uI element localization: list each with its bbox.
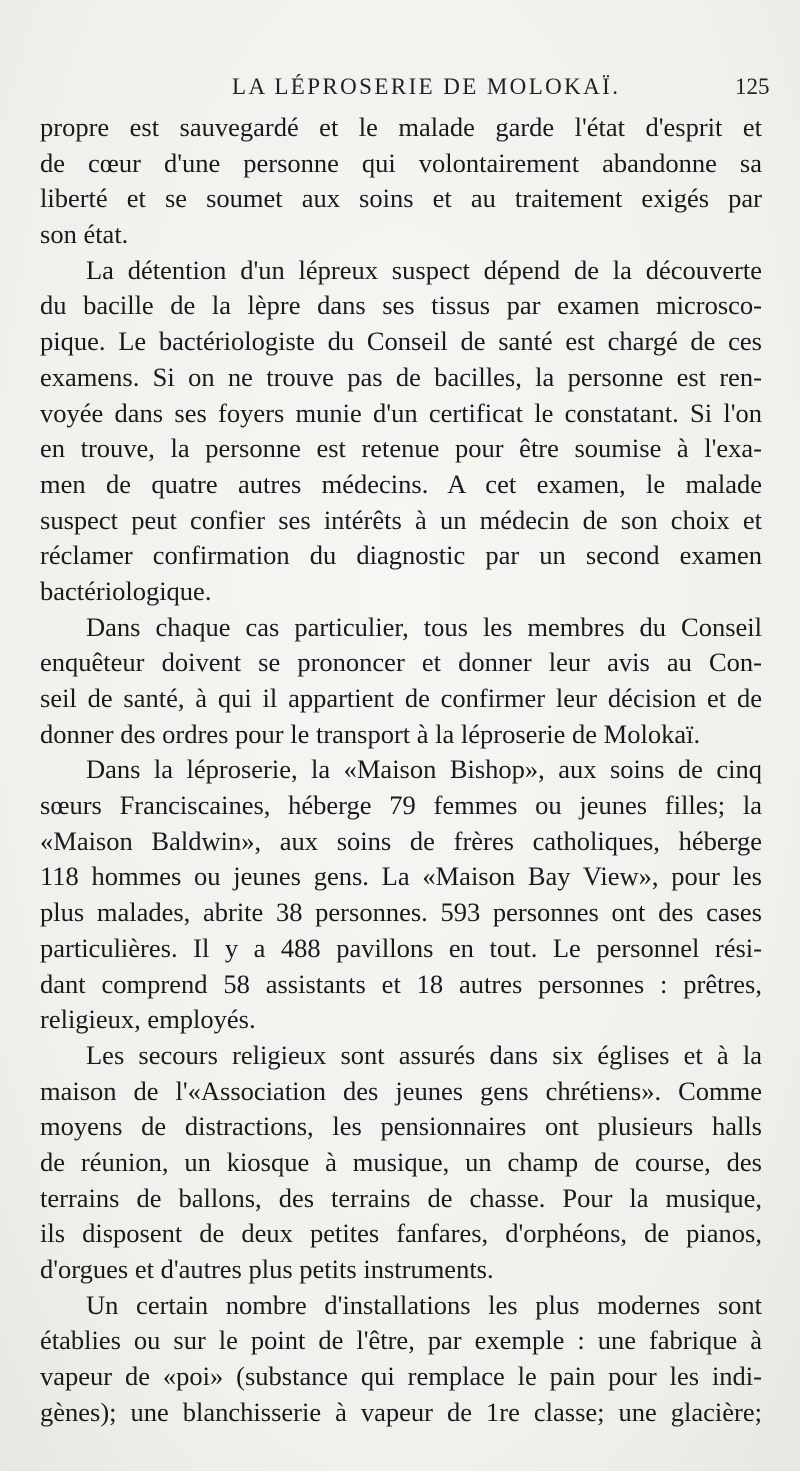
text-line: particulières. Il y a 488 pavillons en tout. Le personnel rési- [40,932,762,963]
text-line: établies ou sur le point de l'être, par exemple : une fabrique à [40,1325,762,1356]
text-line: plus malades, abrite 38 personnes. 593 personnes ont des cases [40,897,762,928]
text-line: seil de santé, à qui il appartient de confirmer leur décision et de [40,683,762,713]
text-line: men de quatre autres médecins. A cet examen, le malade [40,468,762,499]
text-line: terrains de ballons, des terrains de chasse. Pour la musique, [40,1182,762,1213]
text-line: d'orgues et d'autres plus petits instruments. [40,1254,494,1284]
text-line: ils disposent de deux petites fanfares, d'orphéons, de pianos, [40,1218,762,1249]
text-line: voyée dans ses foyers munie d'un certificat le constatant. Si l'on [40,397,762,428]
text-line: en trouve, la personne est retenue pour être soumise à l'exa- [40,433,762,464]
text-line: Dans la léproserie, la «Maison Bishop», aux soins de cinq [86,754,762,785]
text-line: donner des ordres pour le transport à la léproserie de Molokaï. [40,718,701,749]
text-line: pique. Le bactériologiste du Conseil de santé est chargé de ces [40,326,762,357]
text-line: gènes); une blanchisserie à vapeur de 1re classe; une glacière; [40,1396,762,1427]
text-line: suspect peut confier ses intérêts à un médecin de son choix et [40,504,762,535]
running-head [0,74,800,104]
text-line: moyens de distractions, les pensionnaires ont plusieurs halls [40,1111,762,1142]
text-line: La détention d'un lépreux suspect dépend de la découverte [86,254,762,285]
text-line: maison de l'«Association des jeunes gens chrétiens». Comme [40,1075,762,1106]
text-line: sœurs Franciscaines, héberge 79 femmes ou jeunes filles; la [40,790,762,821]
text-line: propre est sauvegardé et le malade garde l'état d'esprit et [40,112,762,142]
text-line: examens. Si on ne trouve pas de bacilles, la personne est ren- [40,361,762,392]
text-line: enquêteur doivent se prononcer et donner leur avis au Con- [40,647,762,678]
text-line: religieux, employés. [40,1004,256,1035]
text-line: liberté et se soumet aux soins et au traitement exigés par [40,183,762,214]
text-line: «Maison Baldwin», aux soins de frères catholiques, héberge [40,825,762,856]
text-line: Dans chaque cas particulier, tous les membres du Conseil [86,611,762,642]
text-line: de cœur d'une personne qui volontairement abandonne sa [40,147,762,178]
text-line: bactériologique. [40,575,212,606]
text-line: Les secours religieux sont assurés dans six églises et à la [86,1039,762,1070]
text-line: vapeur de «poi» (substance qui remplace le pain pour les indi- [40,1361,762,1392]
text-line: de réunion, un kiosque à musique, un champ de course, des [40,1146,762,1177]
text-line: 118 hommes ou jeunes gens. La «Maison Bay View», pour les [40,861,762,892]
text-line: son état. [40,219,129,250]
text-line: réclamer confirmation du diagnostic par un second examen [40,540,762,571]
text-line: dant comprend 58 assistants et 18 autres personnes : prêtres, [40,968,762,999]
running-title: LA LÉPROSERIE DE MOLOKAÏ. [232,74,621,99]
page-number: 125 [735,74,770,99]
text-line: du bacille de la lèpre dans ses tissus par examen microsco- [40,290,762,321]
text-line: Un certain nombre d'installations les plus modernes sont [86,1289,762,1320]
body-text [40,110,762,1430]
